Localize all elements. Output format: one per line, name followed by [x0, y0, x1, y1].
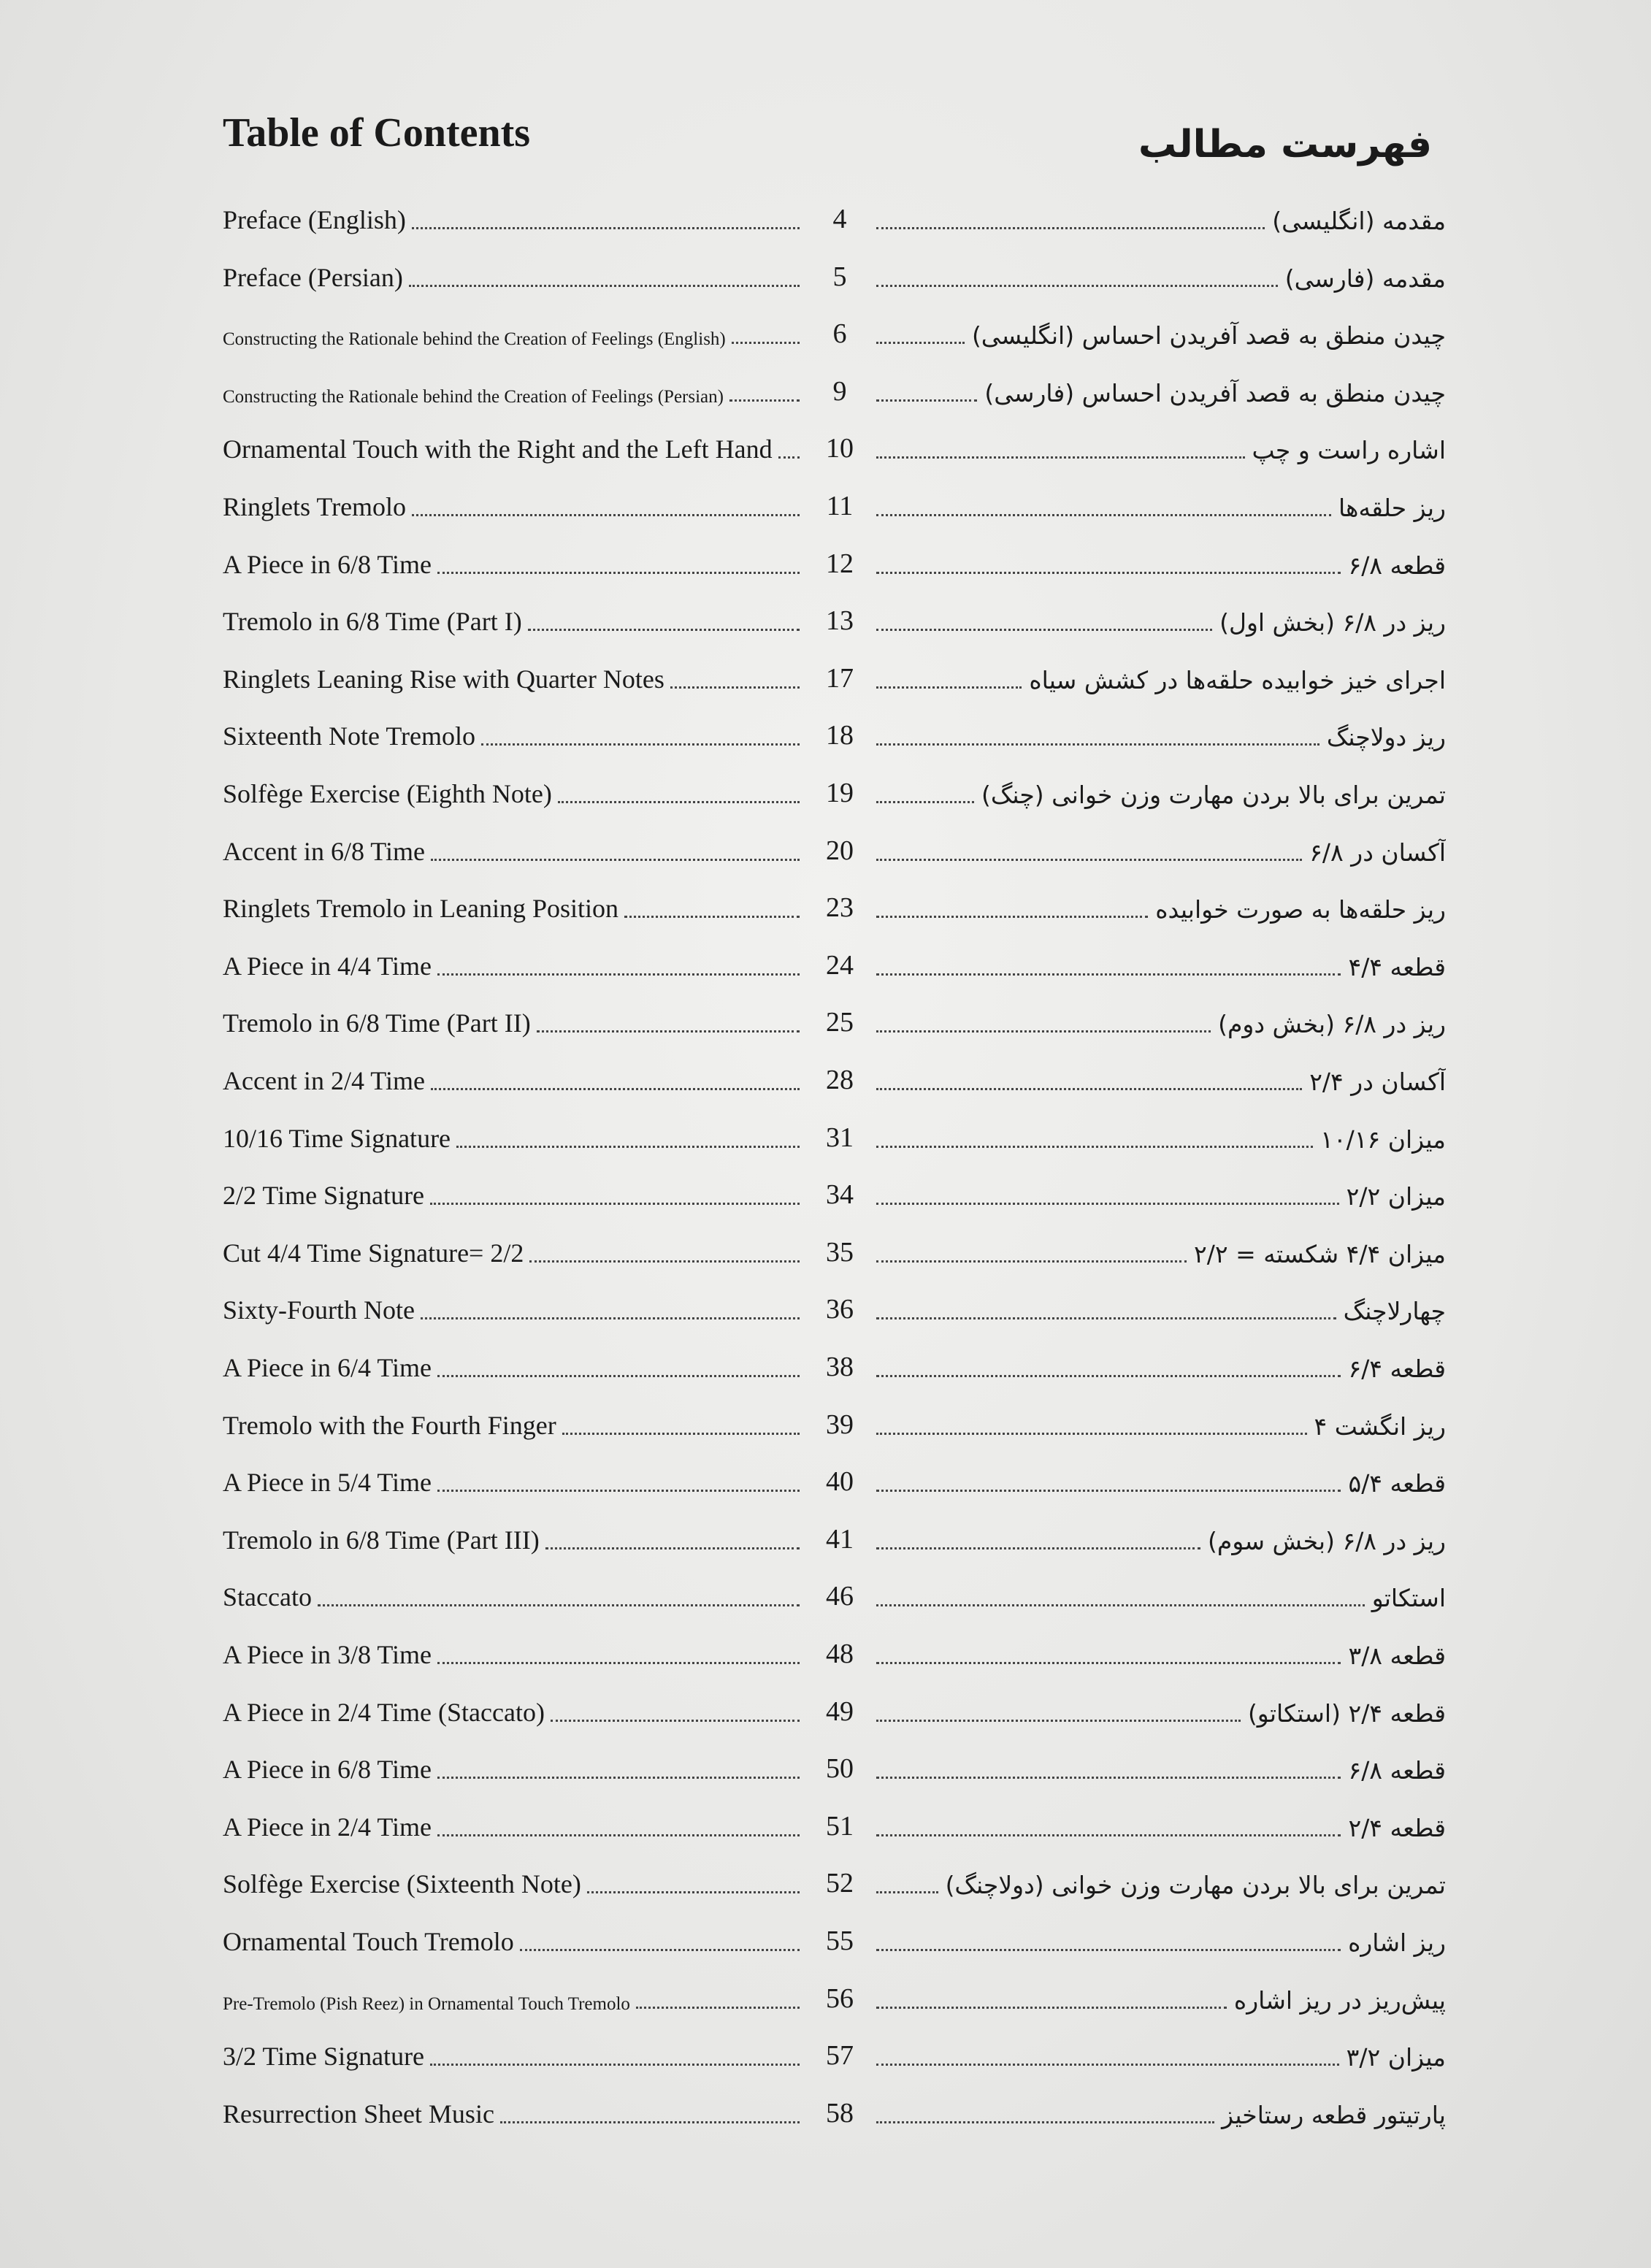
toc-row: [0, 2085, 1651, 2137]
toc-row: [0, 938, 1651, 989]
toc-entry-persian: [869, 1339, 1446, 1383]
dot-leader: [437, 1488, 800, 1492]
toc-entry-persian: [869, 880, 1446, 924]
toc-entry-persian: [869, 995, 1446, 1038]
toc-entry-persian-label: ریز انگشت ۴: [1314, 1411, 1446, 1441]
dot-leader: [876, 685, 1022, 689]
dot-leader: [876, 1374, 1341, 1377]
toc-row: [0, 651, 1651, 702]
toc-entry-english: [223, 1568, 800, 1612]
toc-row: [0, 1339, 1651, 1390]
toc-page-number: 55: [826, 1926, 854, 1956]
toc-entry-persian: [869, 651, 1446, 694]
toc-entry-english: [223, 191, 800, 235]
toc-entry-persian: [869, 1225, 1446, 1268]
toc-entry-persian-label: میزان ۲/۲: [1346, 1182, 1446, 1211]
toc-page-number: 39: [826, 1409, 854, 1440]
toc-entry-persian-label: ریز در ۶/۸ (بخش دوم): [1218, 1010, 1446, 1039]
toc-entry-persian-label: قطعه ۳/۸: [1348, 1641, 1446, 1670]
toc-entry-english-label: 2/2 Time Signature: [223, 1181, 425, 1211]
toc-entry-english-label: A Piece in 6/8 Time: [223, 1755, 432, 1785]
toc-entry-persian: [869, 1110, 1446, 1154]
toc-entry-persian-label: اجرای خیز خوابیده حلقه‌ها در کشش سیاه: [1029, 665, 1446, 694]
toc-row: [0, 1971, 1651, 2022]
dot-leader: [412, 226, 800, 229]
dot-leader: [876, 1087, 1302, 1090]
toc-row: [0, 478, 1651, 529]
dot-leader: [876, 570, 1341, 574]
toc-entry-persian: [869, 1282, 1446, 1325]
toc-entry-english: [223, 1741, 800, 1785]
dot-leader: [729, 398, 800, 402]
toc-row: [0, 536, 1651, 587]
toc-entry-english: [223, 1167, 800, 1211]
dot-leader: [876, 398, 977, 402]
toc-entry-persian: [869, 1971, 1446, 2015]
toc-page-number: 4: [832, 204, 847, 234]
toc-entry-english-label: Resurrection Sheet Music: [223, 2099, 494, 2129]
dot-leader: [876, 2062, 1339, 2066]
dot-leader: [876, 513, 1331, 516]
toc-row: [0, 2028, 1651, 2079]
toc-row: [0, 1913, 1651, 1964]
toc-entry-english-label: A Piece in 2/4 Time: [223, 1812, 432, 1842]
toc-entry-persian: [869, 1512, 1446, 1555]
toc-entry-persian: [869, 536, 1446, 580]
toc-entry-persian: [869, 1626, 1446, 1670]
dot-leader: [318, 1603, 800, 1606]
toc-entry-persian-label: آکسان در ۲/۴: [1309, 1068, 1446, 1096]
dot-leader: [876, 800, 974, 803]
toc-entry-persian: [869, 1568, 1446, 1612]
toc-entry-persian: [869, 1798, 1446, 1842]
toc-entry-english: [223, 1052, 800, 1096]
toc-entry-persian: [869, 478, 1446, 522]
toc-entry-english: [223, 880, 800, 924]
toc-page-number: 57: [826, 2040, 854, 2072]
dot-leader: [437, 570, 800, 574]
toc-entry-english: [223, 765, 800, 809]
toc-entry-english: [223, 1798, 800, 1842]
toc-page-number: 49: [826, 1696, 854, 1727]
toc-row: [0, 1626, 1651, 1677]
toc-page-number: 19: [826, 778, 854, 808]
toc-page-number: 51: [826, 1810, 854, 1842]
toc-entry-english: [223, 1971, 800, 2015]
toc-entry-english-label: A Piece in 6/4 Time: [223, 1353, 432, 1382]
dot-leader: [876, 742, 1319, 746]
dot-leader: [624, 914, 800, 918]
toc-page-number: 36: [826, 1294, 854, 1325]
toc-entry-english: [223, 2085, 800, 2129]
toc-row: [0, 1167, 1651, 1218]
toc-entry-english-label: Sixty-Fourth Note: [223, 1295, 415, 1325]
toc-row: [0, 1855, 1651, 1907]
dot-leader: [481, 742, 800, 746]
dot-leader: [562, 1431, 800, 1435]
toc-entry-english-label: Constructing the Rationale behind the Creation of Feelings (English): [223, 329, 726, 350]
dot-leader: [876, 1144, 1313, 1148]
toc-entry-english-label: Ringlets Tremolo in Leaning Position: [223, 894, 619, 924]
toc-entry-english: [223, 1110, 800, 1154]
toc-row: [0, 880, 1651, 931]
toc-entry-english-label: Preface (Persian): [223, 262, 403, 292]
dot-leader: [876, 1660, 1341, 1664]
dot-leader: [876, 1488, 1341, 1492]
dot-leader: [876, 1029, 1211, 1033]
dot-leader: [430, 1201, 800, 1205]
dot-leader: [545, 1546, 800, 1549]
toc-entry-persian: [869, 1913, 1446, 1957]
toc-row: [0, 823, 1651, 874]
toc-entry-persian: [869, 421, 1446, 464]
toc-entry-english-label: Pre-Tremolo (Pish Reez) in Ornamental Touch Tremolo: [223, 1993, 630, 2014]
toc-entry-english: [223, 364, 800, 407]
toc-entry-english-label: Preface (English): [223, 205, 406, 234]
toc-entry-english: [223, 1397, 800, 1441]
toc-entry-english: [223, 421, 800, 464]
toc-page-number: 35: [826, 1236, 854, 1268]
toc-page-number: 25: [826, 1007, 854, 1038]
toc-entry-english: [223, 249, 800, 293]
toc-page-number: 38: [826, 1352, 854, 1382]
toc-entry-english-label: 3/2 Time Signature: [223, 2042, 425, 2072]
toc-entry-persian: [869, 306, 1446, 350]
toc-entry-persian: [869, 938, 1446, 981]
dot-leader: [876, 627, 1212, 631]
dot-leader: [876, 857, 1302, 861]
toc-entry-persian: [869, 1454, 1446, 1498]
toc-row: [0, 995, 1651, 1046]
toc-entry-persian: [869, 708, 1446, 751]
toc-row: [0, 1052, 1651, 1103]
toc-entry-english-label: Tremolo in 6/8 Time (Part II): [223, 1008, 531, 1038]
dot-leader: [876, 914, 1148, 918]
toc-entry-english-label: A Piece in 2/4 Time (Staccato): [223, 1697, 545, 1727]
toc-entry-persian-label: میزان ۱۰/۱۶: [1320, 1125, 1446, 1154]
dot-leader: [437, 972, 800, 976]
toc-page-number: 56: [826, 1982, 854, 2014]
dot-leader: [876, 340, 965, 344]
toc-entry-persian-label: قطعه ۴/۴: [1348, 952, 1446, 981]
toc-entry-persian-label: مقدمه (فارسی): [1284, 264, 1446, 293]
dot-leader: [537, 1029, 800, 1033]
dot-leader: [430, 2062, 800, 2066]
dot-leader: [876, 1603, 1365, 1606]
toc-page-number: 58: [826, 2097, 854, 2129]
dot-leader: [437, 1775, 800, 1779]
dot-leader: [500, 2120, 800, 2123]
toc-entry-persian: [869, 191, 1446, 235]
toc-row: [0, 1110, 1651, 1161]
toc-entry-persian: [869, 765, 1446, 809]
toc-entry-english: [223, 1282, 800, 1325]
toc-row: [0, 593, 1651, 644]
toc-entry-persian-label: آکسان در ۶/۸: [1309, 838, 1446, 867]
dot-leader: [732, 340, 800, 344]
toc-row: [0, 191, 1651, 242]
dot-leader: [876, 226, 1265, 229]
toc-entry-english-label: A Piece in 4/4 Time: [223, 951, 432, 981]
toc-page-number: 20: [826, 835, 854, 866]
dot-leader: [456, 1144, 800, 1148]
dot-leader: [409, 283, 800, 287]
toc-entry-english: [223, 1339, 800, 1383]
toc-entry-persian-label: قطعه ۶/۴: [1348, 1355, 1446, 1383]
toc-entry-persian: [869, 2085, 1446, 2129]
toc-entry-persian-label: ریز حلقه‌ها به صورت خوابیده: [1155, 895, 1446, 924]
dot-leader: [876, 1775, 1341, 1779]
toc-entry-persian-label: میزان ۴/۴ شکسته = ۲/۲: [1194, 1239, 1446, 1268]
toc-entry-persian-label: قطعه ۶/۸: [1348, 1756, 1446, 1785]
toc-row: [0, 1454, 1651, 1505]
dot-leader: [528, 627, 800, 631]
toc-entry-english-label: Constructing the Rationale behind the Creation of Feelings (Persian): [223, 386, 724, 407]
dot-leader: [636, 2005, 800, 2009]
toc-page-number: 52: [826, 1868, 854, 1899]
toc-entry-english-label: Staccato: [223, 1582, 312, 1612]
dot-leader: [412, 513, 800, 516]
page-title-english: Table of Contents: [223, 110, 531, 156]
toc-entry-persian-label: ریز اشاره: [1348, 1928, 1446, 1957]
page-title-persian: فهرست مطالب: [1138, 123, 1432, 166]
toc-entry-english: [223, 823, 800, 867]
toc-page-number: 12: [826, 548, 854, 579]
dot-leader: [437, 1374, 800, 1377]
toc-page-number: 48: [826, 1639, 854, 1669]
toc-entry-english: [223, 593, 800, 637]
toc-row: [0, 1684, 1651, 1735]
toc-entry-english-label: Tremolo in 6/8 Time (Part I): [223, 607, 522, 637]
toc-row: [0, 1282, 1651, 1333]
dot-leader: [876, 972, 1341, 976]
toc-entry-persian-label: ریز دولاچنگ: [1326, 723, 1446, 752]
dot-leader: [551, 1718, 800, 1722]
toc-entry-english-label: A Piece in 6/8 Time: [223, 549, 432, 579]
toc-page-number: 13: [826, 605, 854, 637]
dot-leader: [529, 1259, 800, 1263]
toc-entry-english-label: Solfège Exercise (Sixteenth Note): [223, 1869, 581, 1899]
toc-entry-english: [223, 536, 800, 580]
toc-entry-english-label: Ringlets Leaning Rise with Quarter Notes: [223, 664, 664, 694]
dot-leader: [876, 1546, 1200, 1549]
toc-entry-english: [223, 306, 800, 350]
toc-entry-persian-label: پیش‌ریز در ریز اشاره: [1233, 1985, 1446, 2015]
toc-entry-persian: [869, 249, 1446, 293]
toc-entry-persian: [869, 364, 1446, 407]
dot-leader: [421, 1316, 800, 1319]
toc-entry-english-label: A Piece in 3/8 Time: [223, 1640, 432, 1669]
toc-entry-persian: [869, 823, 1446, 867]
toc-row: [0, 249, 1651, 300]
toc-entry-english-label: Tremolo with the Fourth Finger: [223, 1410, 556, 1440]
dot-leader: [876, 1316, 1336, 1319]
dot-leader: [558, 800, 800, 803]
toc-entry-persian-label: ریز در ۶/۸ (بخش سوم): [1208, 1526, 1446, 1555]
toc-entry-persian: [869, 593, 1446, 637]
dot-leader: [670, 685, 800, 689]
toc-entry-persian-label: قطعه ۵/۴: [1348, 1469, 1446, 1498]
toc-entry-english: [223, 708, 800, 751]
toc-entry-english: [223, 1855, 800, 1899]
toc-entry-persian: [869, 2028, 1446, 2072]
toc-row: [0, 765, 1651, 816]
toc-entry-persian-label: میزان ۳/۲: [1346, 2043, 1446, 2072]
toc-entry-english: [223, 1512, 800, 1555]
toc-page-number: 34: [826, 1179, 854, 1211]
dot-leader: [876, 1947, 1341, 1951]
toc-page-number: 41: [826, 1523, 854, 1555]
toc-page-number: 50: [826, 1753, 854, 1785]
toc-entry-english: [223, 1684, 800, 1728]
toc-entry-english-label: Solfège Exercise (Eighth Note): [223, 779, 552, 808]
toc-entry-persian-label: اشاره راست و چپ: [1252, 436, 1446, 465]
toc-page-number: 46: [826, 1581, 854, 1612]
toc-page-number: 40: [826, 1466, 854, 1498]
toc-row: [0, 1568, 1651, 1620]
toc-entry-english-label: Tremolo in 6/8 Time (Part III): [223, 1525, 540, 1555]
toc-entry-english: [223, 1225, 800, 1268]
toc-entry-persian: [869, 1052, 1446, 1096]
toc-entry-persian: [869, 1397, 1446, 1441]
toc-page-number: 11: [826, 491, 854, 521]
toc-entry-english: [223, 651, 800, 694]
toc-entry-persian-label: چهارلاچنگ: [1343, 1297, 1446, 1326]
toc-page-number: 10: [826, 433, 854, 464]
dot-leader: [587, 1890, 800, 1893]
toc-entry-persian-label: چیدن منطق به قصد آفریدن احساس (فارسی): [984, 378, 1446, 407]
toc-page-number: 31: [826, 1122, 854, 1153]
toc-entry-persian: [869, 1855, 1446, 1899]
toc-entry-persian-label: استکاتو: [1371, 1584, 1446, 1613]
dot-leader: [876, 2120, 1214, 2123]
toc-page-number: 17: [826, 662, 854, 694]
toc-page-number: 23: [826, 892, 854, 924]
toc-page-number: 28: [826, 1065, 854, 1095]
toc-row: [0, 364, 1651, 415]
toc-entry-english: [223, 2028, 800, 2072]
toc-entry-english: [223, 938, 800, 981]
toc-entry-english-label: 10/16 Time Signature: [223, 1123, 451, 1153]
toc-entry-english: [223, 1454, 800, 1498]
toc-entry-persian: [869, 1684, 1446, 1728]
toc-row: [0, 1512, 1651, 1563]
dot-leader: [437, 1660, 800, 1664]
dot-leader: [431, 857, 800, 861]
toc-entry-persian: [869, 1741, 1446, 1785]
toc-entry-english-label: Ringlets Tremolo: [223, 492, 407, 521]
toc-row: [0, 1798, 1651, 1850]
dot-leader: [876, 1890, 938, 1893]
toc-entry-persian-label: مقدمه (انگلیسی): [1272, 207, 1446, 235]
toc-entry-english-label: Ornamental Touch with the Right and the Left Hand: [223, 434, 773, 464]
toc-page-number: 5: [832, 261, 847, 292]
dot-leader: [431, 1087, 800, 1090]
toc-entry-english-label: Ornamental Touch Tremolo: [223, 1927, 514, 1956]
toc-entry-persian-label: پارتیتور قطعه رستاخیز: [1222, 2100, 1446, 2129]
toc-row: [0, 1741, 1651, 1792]
toc-row: [0, 708, 1651, 759]
toc-entry-persian-label: تمرین برای بالا بردن مهارت وزن خوانی (دولاچنگ): [945, 1871, 1446, 1900]
toc-entry-english: [223, 1913, 800, 1957]
dot-leader: [437, 1833, 800, 1836]
toc-page-number: 9: [832, 375, 847, 407]
toc-row: [0, 421, 1651, 472]
toc-page-number: 6: [832, 318, 847, 350]
toc-entry-english: [223, 995, 800, 1038]
toc-entry-persian: [869, 1167, 1446, 1211]
toc-entry-persian-label: چیدن منطق به قصد آفریدن احساس (انگلیسی): [971, 321, 1446, 350]
toc-entry-persian-label: قطعه ۲/۴ (استکاتو): [1247, 1698, 1446, 1728]
toc-entry-persian-label: تمرین برای بالا بردن مهارت وزن خوانی (چنگ): [981, 781, 1446, 809]
toc-page-number: 18: [826, 720, 854, 751]
toc-entry-english-label: Sixteenth Note Tremolo: [223, 721, 476, 751]
toc-entry-persian-label: ریز در ۶/۸ (بخش اول): [1219, 608, 1446, 637]
dot-leader: [876, 455, 1245, 459]
toc-entry-persian-label: ریز حلقه‌ها: [1338, 494, 1446, 522]
toc-page-number: 24: [826, 949, 854, 981]
toc-row: [0, 306, 1651, 357]
dot-leader: [876, 1201, 1339, 1205]
dot-leader: [876, 1259, 1187, 1263]
toc-entry-persian-label: قطعه ۶/۸: [1348, 551, 1446, 580]
dot-leader: [876, 1431, 1307, 1435]
toc-entry-english-label: Accent in 6/8 Time: [223, 836, 425, 866]
dot-leader: [520, 1947, 800, 1951]
dot-leader: [876, 283, 1278, 287]
toc-entry-english-label: Accent in 2/4 Time: [223, 1066, 425, 1095]
toc-entry-english-label: Cut 4/4 Time Signature= 2/2: [223, 1238, 524, 1268]
toc-entry-english-label: A Piece in 5/4 Time: [223, 1468, 432, 1498]
toc-row: [0, 1225, 1651, 1276]
dot-leader: [876, 2005, 1227, 2009]
dot-leader: [778, 455, 800, 459]
toc-entry-persian-label: قطعه ۲/۴: [1348, 1813, 1446, 1842]
dot-leader: [876, 1833, 1341, 1836]
toc-entry-english: [223, 478, 800, 522]
toc-row: [0, 1397, 1651, 1448]
toc-entry-english: [223, 1626, 800, 1670]
dot-leader: [876, 1718, 1241, 1722]
